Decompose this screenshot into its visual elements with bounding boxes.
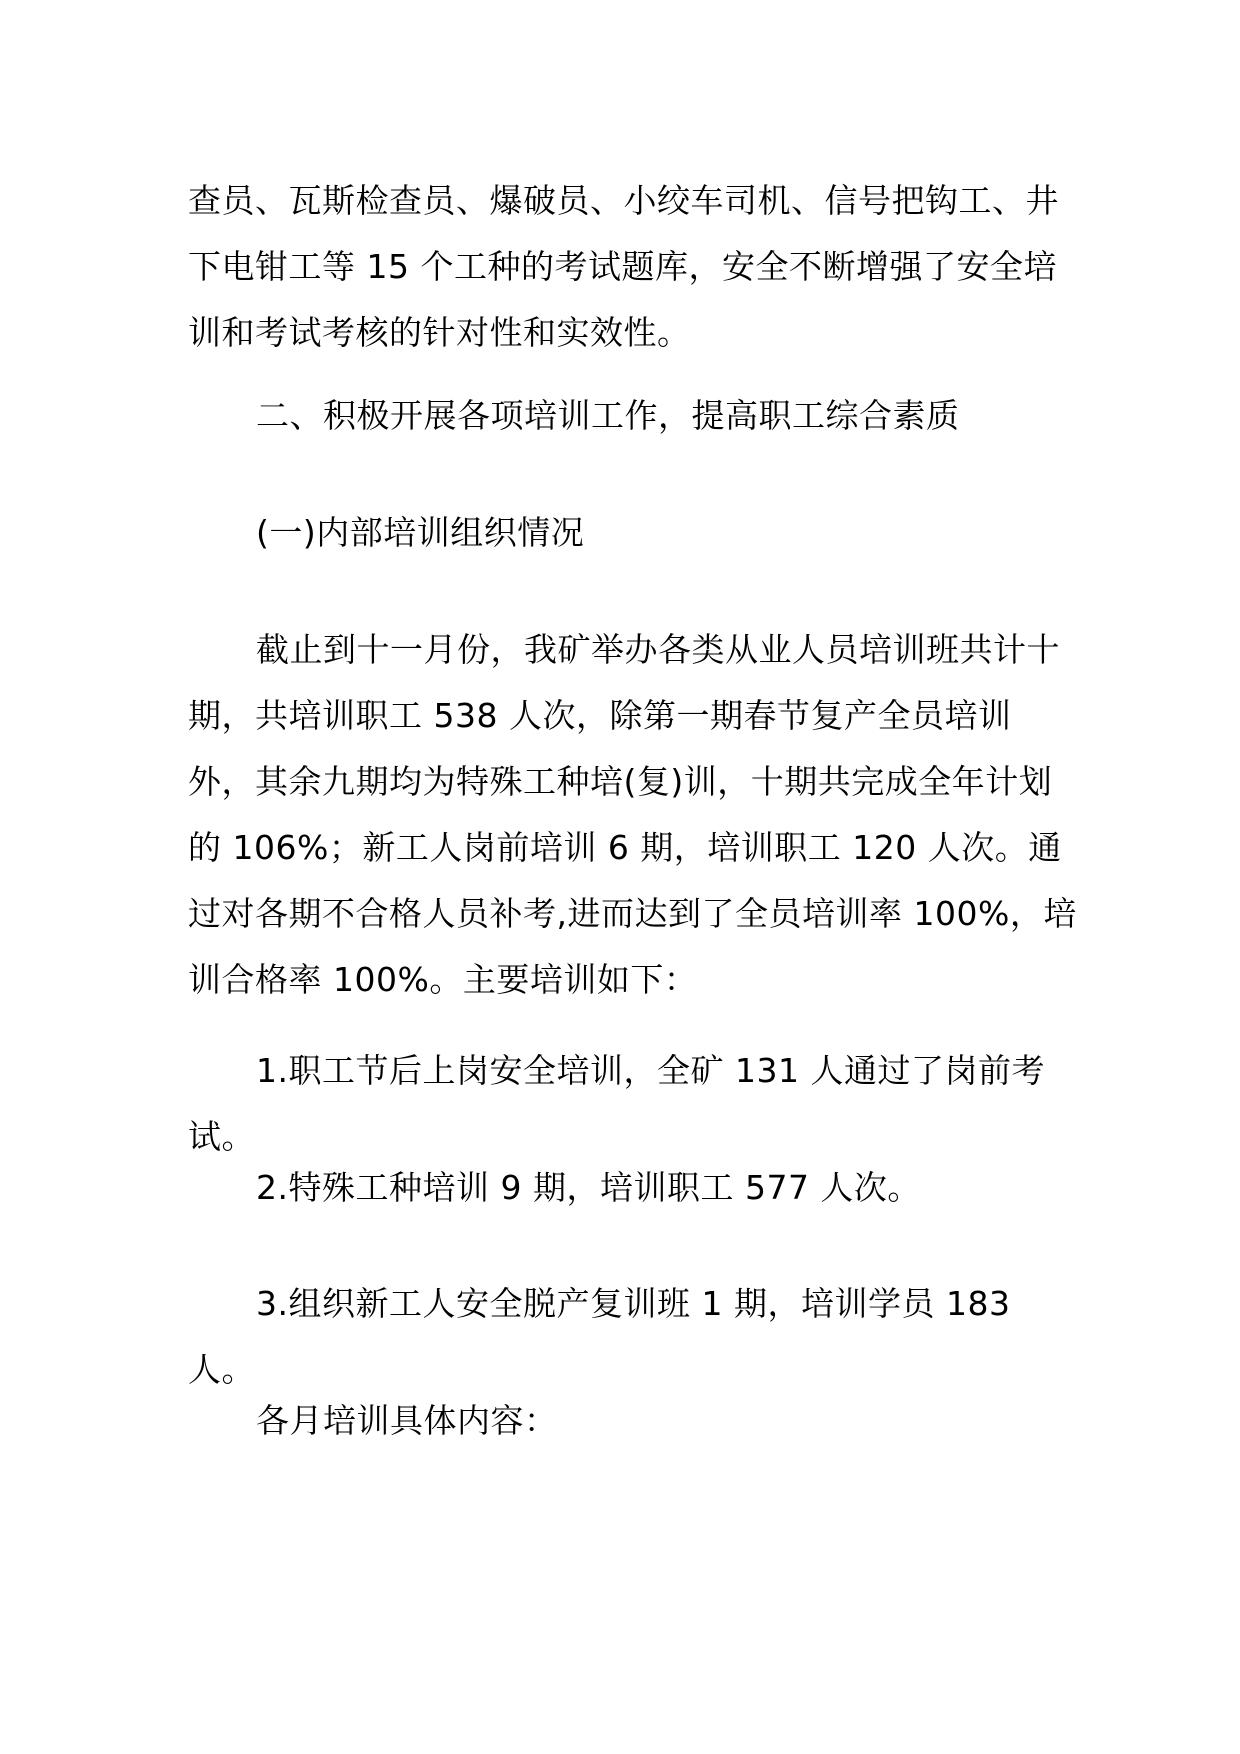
paragraph-exam-question-bank: 查员、瓦斯检查员、爆破员、小绞车司机、信号把钩工、井下电钳工等 15 个工种的考试题库，安全不断增强了安全培训和考试考核的针对性和实效性。 [188,181,1059,352]
list-item-special-trade-training: 2.特殊工种培训 9 期，培训职工 577 人次。 [256,1168,921,1207]
subsection-heading-internal-training: (一)内部培训组织情况 [256,513,585,552]
list-item-new-worker-retraining: 3.组织新工人安全脱产复训班 1 期，培训学员 183 人。 [188,1284,1011,1389]
paragraph-training-summary: 截止到十一月份，我矿举办各类从业人员培训班共计十期，共培训职工 538 人次，除第一期春节复产全员培训外，其余九期均为特殊工种培(复)训，十期共完成全年计划的 106%；新工人岗前培训 6 期，培训职工 120 人次。通过对各期不合格人员补考,进而达到了全员培训率 100%，培训合格率 100%。主要培训如下： [188,630,1077,999]
paragraph-monthly-content-heading: 各月培训具体内容： [256,1401,558,1440]
section-heading-training-work: 二、积极开展各项培训工作，提高职工综合素质 [256,396,960,435]
list-item-post-holiday-training: 1.职工节后上岗安全培训，全矿 131 人通过了岗前考试。 [188,1051,1045,1156]
